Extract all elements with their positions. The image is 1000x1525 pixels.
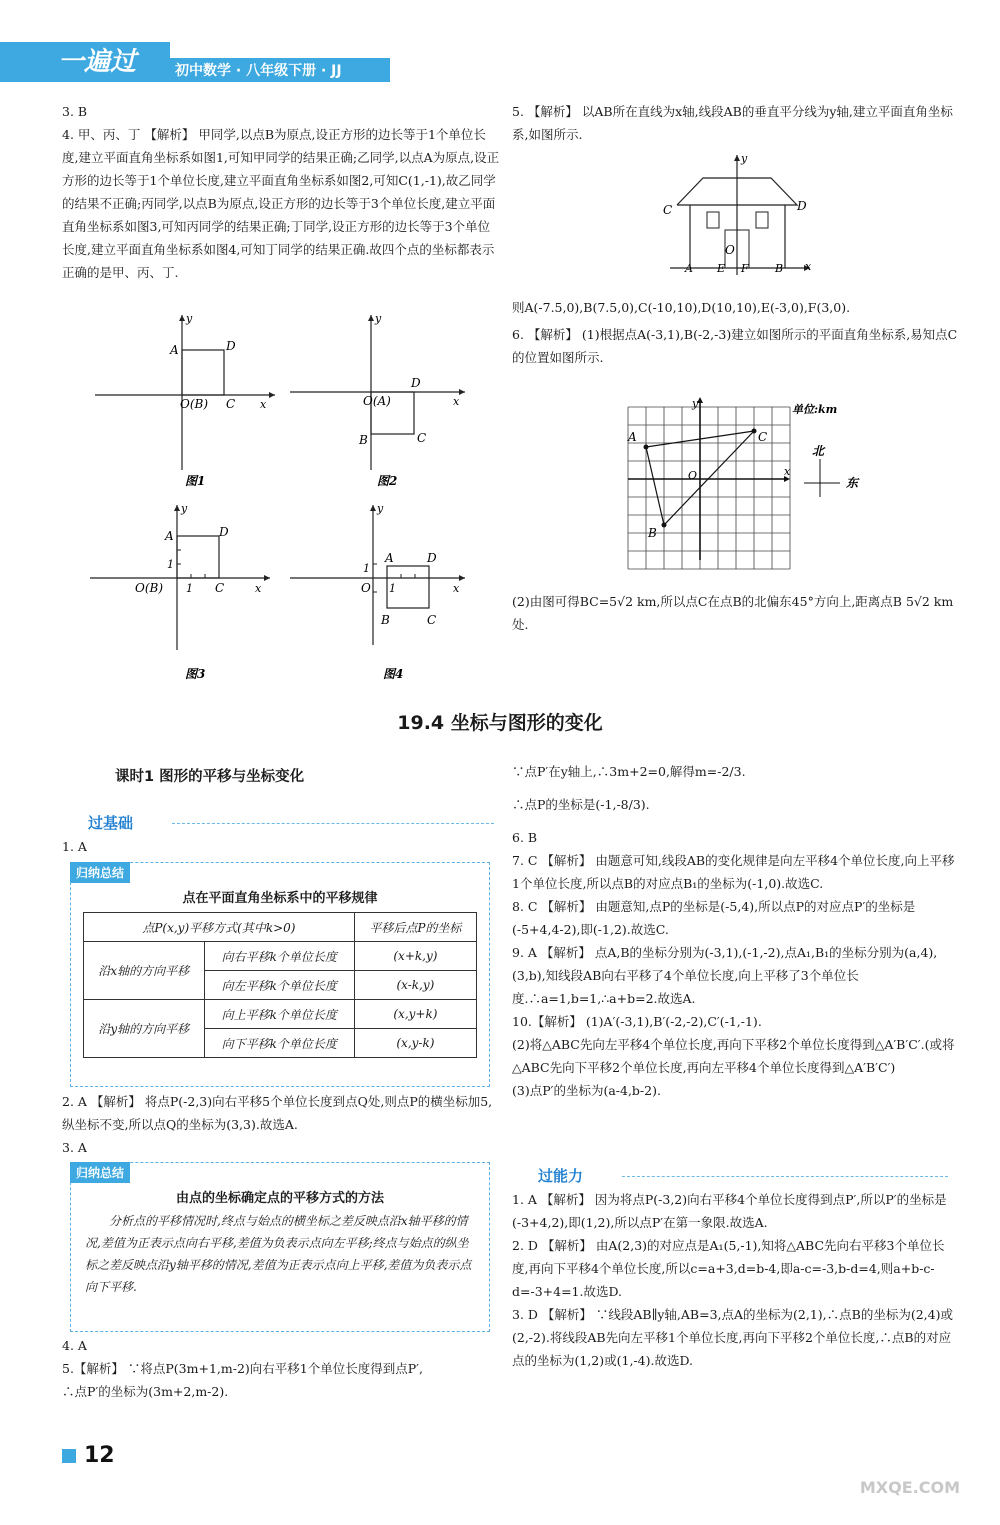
grid-figure [618, 395, 878, 570]
answer-5-intro: 5. 【解析】 以AB所在直线为x轴,线段AB的垂直平分线为y轴,建立平面直角坐标系,如图所示. [512, 104, 953, 142]
f3-x: x [255, 582, 262, 595]
section-title: 19.4 坐标与图形的变化 [397, 712, 603, 734]
f4-O: O [361, 581, 371, 595]
f1-x: x [260, 398, 267, 411]
house-x: x [805, 260, 812, 273]
f4-x: x [453, 582, 460, 595]
figure-3 [85, 500, 280, 685]
page-marker [62, 1449, 76, 1463]
f4-y: y [377, 502, 384, 515]
summary-title-1: 点在平面直角坐标系中的平移规律 [182, 891, 378, 906]
grid-unit: 单位:km [792, 403, 838, 416]
f4-one-x: 1 [389, 582, 396, 595]
left-q2-q3: 2. A 【解析】 将点P(-2,3)向右平移5个单位长度到点Q处,则点P的横坐标加5,纵坐标不变,所以点Q的坐标为(3,3).故选A. 3. A [62, 1094, 493, 1155]
grid-C: C [758, 430, 768, 444]
answer-6-part2: (2)由图可得BC=5√2 km,所以点C在点B的北偏东45°方向上,距离点B 5√2 km处. [512, 594, 954, 632]
house-B: B [775, 262, 784, 275]
f4-C: C [427, 613, 437, 627]
f2-caption: 图2 [377, 474, 398, 488]
grid-O: O [688, 469, 698, 482]
summary-tag-1: 归纳总结 [70, 862, 130, 883]
answer-5-result: 则A(-7.5,0),B(7.5,0),C(-10,10),D(10,10),E(-3,0),F(3,0). 6. 【解析】 (1)根据点A(-3,1),B(-2,-3)建立如图所示的平面直角坐标系,易知点C的位置如图所示. [512, 296, 958, 369]
answer-3: 3. B [62, 104, 88, 119]
house-C: C [663, 203, 673, 217]
figure-1 [90, 310, 280, 490]
f3-one-y: 1 [167, 558, 174, 571]
f4-A: A [385, 551, 394, 565]
f3-C: C [215, 581, 225, 595]
f3-y: y [181, 502, 188, 515]
f2-x: x [453, 395, 460, 408]
brand-logo: 一遍过 [0, 42, 170, 82]
f1-C: C [226, 397, 236, 411]
table-group-y: 沿y轴的方向平移 [84, 1000, 205, 1058]
f1-A: A [170, 343, 179, 357]
f2-OA: O(A) [363, 394, 391, 408]
house-E: E [717, 262, 726, 275]
grid-A: A [628, 430, 637, 444]
f4-B: B [381, 613, 390, 627]
summary-tag-2: 归纳总结 [70, 1162, 130, 1183]
summary-title-2: 由点的坐标确定点的平移方式的方法 [175, 1191, 384, 1206]
f2-C: C [417, 431, 427, 445]
f2-y: y [375, 312, 382, 325]
house-figure [655, 150, 825, 280]
watermark: MXQE.COM [859, 1478, 960, 1497]
f3-one-x: 1 [186, 582, 193, 595]
left-q4-q5: 4. A 5.【解析】 ∵将点P(3m+1,m-2)向右平移1个单位长度得到点P′, ∴点P′的坐标为(3m+2,m-2). [62, 1338, 423, 1399]
book-subtitle: 初中数学 · 八年级下册 · JJ [175, 63, 342, 79]
right-bottom-answers: ∵点P′在y轴上,∴3m+2=0,解得m=-2/3. ∴点P的坐标是(-1,-8/3). 6. B 7. C 【解析】 由题意可知,线段AB的变化规律是向左平移4个单位长度,向上平移1个单位长度,所以点B的对应点B₁的坐标为(-1,0).故选C. 8. C 【解析】 由题意知,点P的坐标是(-5,4),所以点P的对应点P′的坐标是(-5+4,4-2),即(-1,2).故选C. 9. A 【解析】 点A,B的坐标分别为(-3,1),(-1,-2),点A₁,B₁的坐标分别为(a,4),(3,b),知线段AB向右平移了4个单位长度,向上平移了3个单位长度.∴a=1,b=1,∴a+b=2.故选A. 10.【解析】 (1)A′(-3,1),B′(-2,-2),C′(-1,-1). (2)将△ABC先向左平移4个单位长度,再向下平移2个单位长度得到△A′B′C′.(或将△ABC先向下平移2个单位长度,再向左平移4个单位长度得到△A′B′C′) (3)点P′的坐标为(a-4,b-2). [512, 764, 955, 1098]
table-cell: 向左平移k个单位长度 [204, 971, 354, 1000]
figure-2 [285, 310, 475, 490]
f2-D: D [411, 376, 421, 390]
summary-box-2 [70, 1162, 490, 1332]
house-F: F [741, 262, 749, 275]
f3-caption: 图3 [185, 667, 206, 681]
compass-east: 东 [846, 476, 859, 490]
f3-A: A [165, 529, 174, 543]
summary-body-2: 分析点的平移情况时,终点与始点的横坐标之差反映点沿x轴平移的情况,差值为正表示点向右平移,差值为负表示点向左平移;终点与始点的纵坐标之差反映点沿y轴平移的情况,差值为正表示点向上平移,差值为负表示点向下平移. [85, 1214, 472, 1294]
answer-6-intro: 6. 【解析】 (1)根据点A(-3,1),B(-2,-3)建立如图所示的平面直角坐标系,易知点C的位置如图所示. [512, 327, 958, 365]
answer-4: 4. 甲、丙、丁 【解析】 甲同学,以点B为原点,设正方形的边长等于1个单位长度,建立平面直角坐标系如图1,可知甲同学的结果正确;乙同学,以点A为原点,设正方形的边长等于1个单位长度,建立平面直角坐标系如图2,可知C(1,-1),故乙同学的结果不正确;丙同学,以点B为原点,设正方形的边长等于3个单位长度,建立平面直角坐标系如图3,可知丙同学的结果正确;丁同学,设正方形的边长等于3个单位长度,建立平面直角坐标系如图4,可知丁同学的结果正确.故四个点的坐标都表示正确的是甲、丙、丁. [62, 127, 500, 280]
table-cell: (x+k,y) [354, 942, 476, 971]
compass-north: 北 [812, 444, 825, 458]
figure-4 [285, 500, 480, 685]
f1-caption: 图1 [185, 474, 206, 488]
summary-box-1 [70, 862, 490, 1087]
house-D: D [797, 199, 807, 213]
f1-OB: O(B) [180, 397, 209, 411]
house-y: y [741, 152, 748, 165]
table-cell: 向上平移k个单位长度 [204, 1000, 354, 1029]
table-cell: (x,y-k) [354, 1029, 476, 1058]
ability-answers: 1. A 【解析】 因为将点P(-3,2)向右平移4个单位长度得到点P′,所以P′的坐标是(-3+4,2),即(1,2),所以点P′在第一象限.故选A. 2. D 【解析】 由A(2,3)的对应点是A₁(5,-1),知将△ABC先向右平移3个单位长度,再向下平移4个单位长度,所以c=a+3,d=b-4,即a-c=-3,b-d=4,则a+b-c-d=-3+4=1.故选D. 3. D 【解析】 ∵线段AB∥y轴,AB=3,点A的坐标为(2,1),∴点B的坐标为(2,4)或(2,-2).将线段AB先向左平移1个单位长度,再向下平移2个单位长度,∴点B的对应点的坐标为(1,2)或(1,-4).故选D. [512, 1192, 953, 1368]
translation-table [83, 912, 477, 1058]
page-number: 12 [84, 1443, 115, 1468]
left-top-answers [62, 100, 502, 284]
grid-x: x [784, 465, 791, 478]
f2-B: B [359, 433, 368, 447]
ability-practice-header: 过能力 [512, 1165, 948, 1187]
f4-D: D [427, 551, 437, 565]
house-O: O [725, 243, 735, 257]
f4-caption: 图4 [383, 667, 404, 681]
f3-D: D [219, 525, 229, 539]
table-group-x: 沿x轴的方向平移 [84, 942, 205, 1000]
table-cell: (x-k,y) [354, 971, 476, 1000]
f4-one-y: 1 [363, 562, 370, 575]
grid-y: y [692, 397, 699, 410]
table-cell: 向下平移k个单位长度 [204, 1029, 354, 1058]
f1-y: y [186, 312, 193, 325]
left-q1: 1. A [62, 839, 87, 854]
f1-D: D [226, 339, 236, 353]
f3-OB: O(B) [135, 581, 164, 595]
table-cell: 向右平移k个单位长度 [204, 942, 354, 971]
lesson-title: 课时1 图形的平移与坐标变化 [115, 769, 305, 785]
table-cell: (x,y+k) [354, 1000, 476, 1029]
table-head-1: 点P(x,y)平移方式(其中k>0) [84, 913, 355, 942]
table-head-2: 平移后点P的坐标 [354, 913, 476, 942]
house-A: A [685, 262, 693, 275]
grid-B: B [648, 526, 657, 540]
basic-practice-header: 过基础 [62, 812, 494, 834]
